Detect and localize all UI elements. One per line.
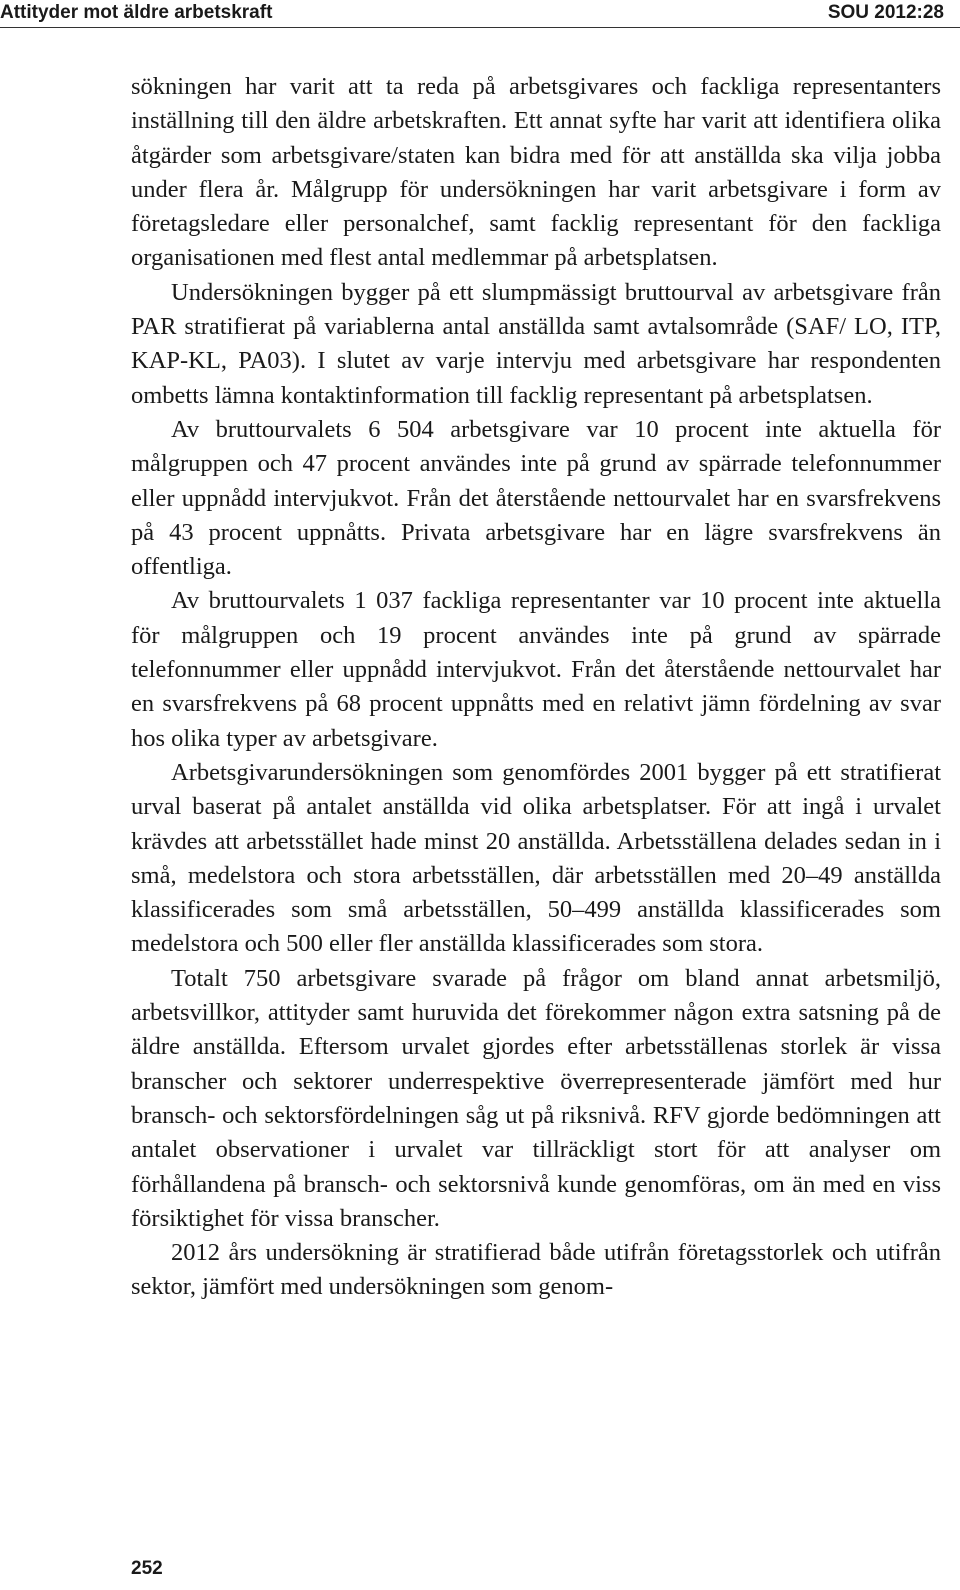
paragraph-1: sökningen har varit att ta reda på arbetsgivares och fackliga representanters inställning till den äldre arbetskraften. Ett annat syfte har varit att identifiera olika åtgärder som arbetsgivare/staten kan bidra med för att anställda ska vilja jobba under flera år. Målgrupp för undersökningen har varit arbetsgivare i form av företagsledare eller personalchef, samt facklig representant för den fackliga organisationen med flest antal medlemmar på arbetsplatsen. <box>131 73 941 272</box>
body-text <box>131 70 941 1305</box>
page-number: 252 <box>131 1558 163 1579</box>
header-report-number: SOU 2012:28 <box>827 2 944 23</box>
paragraph-7: 2012 års undersökning är stratifierad både utifrån företagsstorlek och utifrån sektor, jämfört med undersökningen som genom- <box>131 1239 941 1301</box>
paragraph-6: Totalt 750 arbetsgivare svarade på frågor om bland annat arbetsmiljö, arbetsvillkor, attityder samt huruvida det förekommer någon extra satsning på de äldre anställda. Eftersom urvalet gjordes efter arbetsställenas storlek är vissa branscher och sektorer underrespektive överrepresenterade jämfört med hur bransch- och sektorsfördelningen såg ut på riksnivå. RFV gjorde bedömningen att antalet observationer i urvalet var tillräckligt stort för att analyser om förhållandena på bransch- och sektorsnivå kunde genomföras, om än med en viss försiktighet för vissa branscher. <box>131 964 941 1232</box>
paragraph-3: Av bruttourvalets 6 504 arbetsgivare var 10 procent inte aktuella för målgruppen och 47 procent användes inte på grund av spärrade telefonnummer eller uppnådd intervjukvot. Från det återstående nettourvalet har en svarsfrekvens på 43 procent uppnåtts. Privata arbetsgivare har en lägre svarsfrekvens än offentliga. <box>131 415 941 581</box>
paragraph-2: Undersökningen bygger på ett slumpmässigt bruttourval av arbetsgivare från PAR stratifierat på variablerna antal anställda samt avtalsområde (SAF/ LO, ITP, KAP-KL, PA03). I slutet av varje intervju med arbetsgivare har respondenten ombetts lämna kontaktinformation till facklig representant på arbetsplatsen. <box>131 278 941 409</box>
running-header <box>0 0 960 27</box>
header-divider <box>0 27 960 28</box>
paragraph-4: Av bruttourvalets 1 037 fackliga representanter var 10 procent inte aktuella för målgruppen och 19 procent användes inte på grund av spärrade telefonnummer eller uppnådd intervjukvot. Från det återstående nettourvalet har en svarsfrekvens på 68 procent uppnåtts med en relativt jämn fördelning av svar hos olika typer av arbetsgivare. <box>131 587 941 752</box>
header-title: Attityder mot äldre arbetskraft <box>0 2 273 23</box>
paragraph-5: Arbetsgivarundersökningen som genomfördes 2001 bygger på ett stratifierat urval baserat på antalet anställda vid olika arbetsplatser. För att ingå i urvalet krävdes att arbetsstället hade minst 20 anställda. Arbetsställena delades sedan in i små, medelstora och stora arbetsställen, där arbetsställen med 20–49 anställda klassificerades som små arbetsställen, 50–499 anställda klassificerades som medelstora och 500 eller fler anställda klassificerades som stora. <box>131 758 941 958</box>
